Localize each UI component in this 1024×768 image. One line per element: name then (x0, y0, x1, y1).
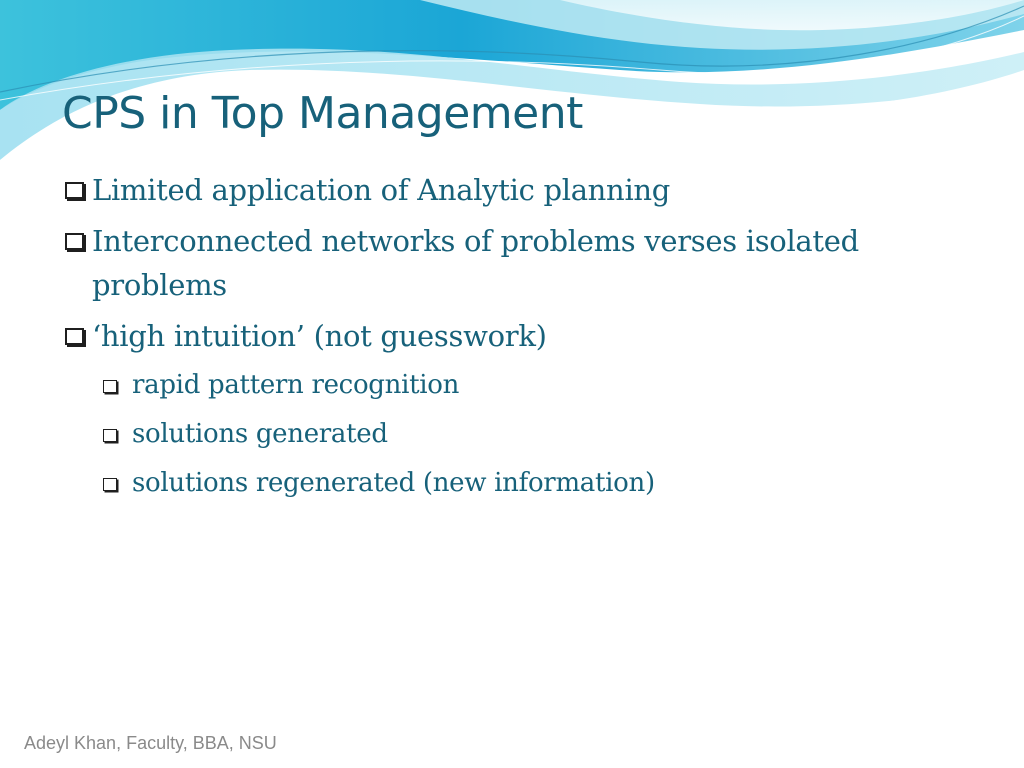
sub-bullet-item (62, 463, 962, 503)
bullet-item (62, 219, 962, 307)
sub-bullet-text: solutions regenerated (new information) (132, 468, 655, 498)
slide-body (62, 168, 962, 512)
bullet-item (62, 314, 962, 358)
bullet-item (62, 168, 962, 212)
hollow-square-bullet-icon (65, 182, 84, 199)
hollow-square-bullet-icon (65, 328, 84, 345)
hollow-square-bullet-icon (65, 233, 84, 250)
sub-bullet-text: rapid pattern recognition (132, 370, 460, 400)
bullet-text: ‘high intuition’ (not guesswork) (92, 319, 547, 353)
slide-footer: Adeyl Khan, Faculty, BBA, NSU (24, 733, 277, 753)
bullet-text: Interconnected networks of problems verses isolated problems (92, 224, 859, 302)
hollow-square-bullet-icon (103, 478, 117, 491)
hollow-square-bullet-icon (103, 380, 117, 393)
slide-title: CPS in Top Management (62, 88, 583, 139)
sub-bullet-text: solutions generated (132, 419, 388, 449)
bullet-text: Limited application of Analytic planning (92, 173, 671, 207)
sub-bullet-item (62, 365, 962, 405)
sub-bullet-item (62, 414, 962, 454)
hollow-square-bullet-icon (103, 429, 117, 442)
header-wave-decoration (0, 0, 1024, 170)
